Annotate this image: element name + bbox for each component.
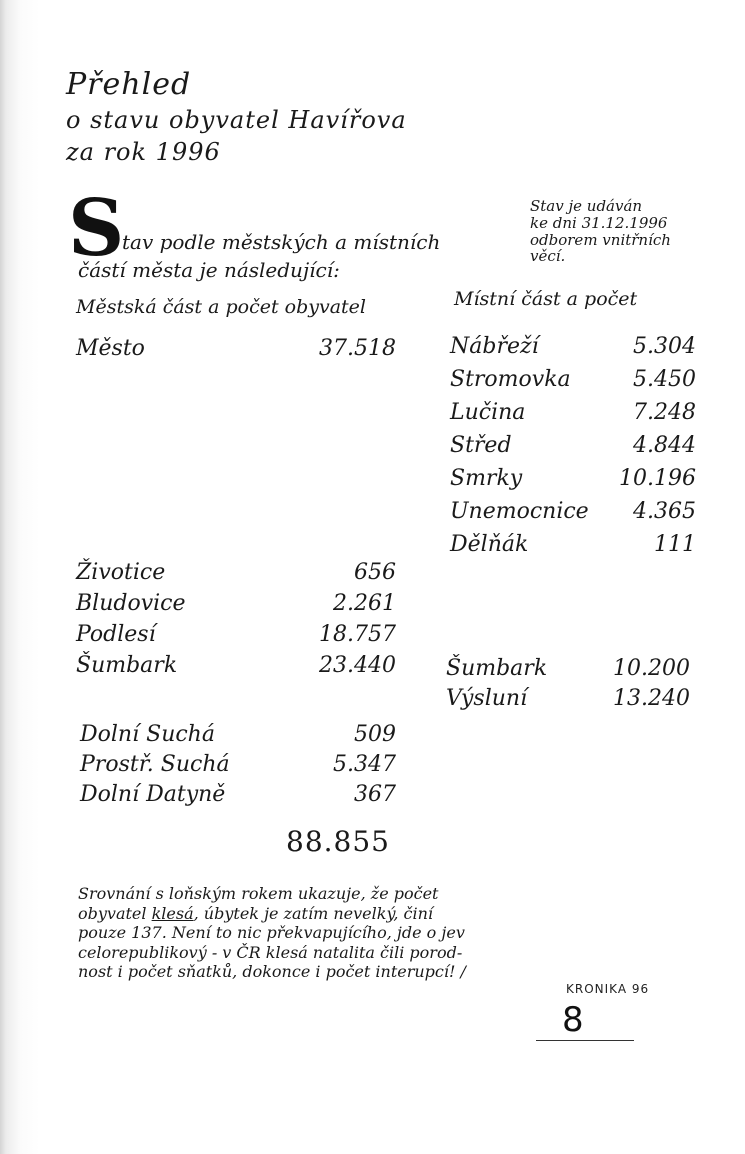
page-title: Přehled <box>66 67 192 102</box>
list-item <box>450 468 696 501</box>
district-population: 367 <box>354 782 396 807</box>
district-population: 2.261 <box>333 591 396 616</box>
summary-paragraph <box>78 884 466 982</box>
paragraph-line <box>78 904 466 924</box>
district-population: 5.347 <box>333 752 396 777</box>
local-part-population: 4.365 <box>633 499 696 524</box>
paragraph-text: obyvatel <box>78 903 152 923</box>
local-part-population: 10.200 <box>613 656 690 681</box>
side-note-line: věcí. <box>530 247 566 266</box>
page-number: 8 <box>562 1000 584 1040</box>
local-part-population: 5.450 <box>633 367 696 392</box>
list-item <box>80 784 396 814</box>
side-note <box>530 198 671 265</box>
drop-cap: S <box>68 183 125 274</box>
district-name: Bludovice <box>76 591 186 616</box>
paragraph-line: nost i počet sňatků, dokonce i počet interupcí! / <box>78 962 466 982</box>
local-part-name: Dělňák <box>450 532 529 557</box>
list-item <box>450 369 696 402</box>
local-part-population: 13.240 <box>613 686 690 711</box>
district-population: 509 <box>354 722 396 747</box>
right-group-city-parts <box>450 336 696 567</box>
paragraph-line: pouze 137. Není to nic překvapujícího, jde o jev <box>78 923 465 943</box>
page-number-underline <box>536 1040 634 1041</box>
left-group-sucha <box>80 724 396 814</box>
population-total: 88.855 <box>286 825 390 858</box>
local-part-population: 7.248 <box>633 400 696 425</box>
list-item <box>446 688 690 718</box>
right-group-sumbark <box>446 658 690 718</box>
district-population: 37.518 <box>319 336 396 361</box>
left-column-header: Městská část a počet obyvatel <box>76 296 366 318</box>
list-item <box>450 402 696 435</box>
district-name: Životice <box>76 560 166 585</box>
intro-line-2: částí města je následující: <box>78 258 340 282</box>
list-item <box>450 435 696 468</box>
list-item <box>76 655 396 686</box>
district-name: Prostř. Suchá <box>80 752 230 777</box>
list-item <box>446 658 690 688</box>
list-item <box>80 724 396 754</box>
district-name: Podlesí <box>76 622 156 647</box>
local-part-name: Šumbark <box>446 656 548 681</box>
local-part-population: 5.304 <box>633 334 696 359</box>
paragraph-line: Srovnání s loňským rokem ukazuje, že počet <box>78 884 439 903</box>
local-part-name: Lučina <box>450 400 526 425</box>
side-note-line: Stav je udáván <box>530 197 643 215</box>
title-year: za rok 1996 <box>66 138 221 166</box>
left-group-districts <box>76 562 396 686</box>
underlined-word: klesá <box>151 903 194 923</box>
list-item <box>76 624 396 655</box>
list-item <box>450 534 696 567</box>
district-name: Šumbark <box>76 653 178 678</box>
local-part-name: Střed <box>450 433 512 458</box>
district-population: 23.440 <box>319 653 396 678</box>
side-note-line: ke dni 31.12.1996 <box>530 213 668 232</box>
side-note-line: odborem vnitřních <box>530 230 671 249</box>
local-part-name: Nábřeží <box>450 334 539 359</box>
local-part-name: Stromovka <box>450 367 571 392</box>
local-part-population: 111 <box>654 532 696 557</box>
list-item <box>80 754 396 784</box>
intro-line-1: tav podle městských a místních <box>122 230 441 254</box>
local-part-name: Výsluní <box>446 686 528 711</box>
district-population: 656 <box>354 560 396 585</box>
list-item <box>76 338 396 370</box>
district-population: 18.757 <box>319 622 396 647</box>
right-column-header: Místní část a počet <box>454 288 638 310</box>
local-part-population: 10.196 <box>619 466 696 491</box>
paragraph-line: celorepublikový - v ČR klesá natalita čili porod- <box>78 942 463 962</box>
district-name: Dolní Suchá <box>80 722 215 747</box>
list-item <box>76 593 396 624</box>
chronicle-stamp: KRONIKA 96 <box>566 982 650 996</box>
bleed-through-text <box>230 70 236 91</box>
local-part-name: Smrky <box>450 466 523 491</box>
district-name: Město <box>76 336 145 361</box>
local-part-population: 4.844 <box>633 433 696 458</box>
title-subtitle: o stavu obyvatel Havířova <box>66 106 407 134</box>
district-name: Dolní Datyně <box>80 782 226 807</box>
paragraph-text: , úbytek je zatím nevelký, činí <box>193 903 434 923</box>
local-part-name: Unemocnice <box>450 499 589 524</box>
list-item <box>450 501 696 534</box>
list-item <box>76 562 396 593</box>
left-group-city <box>76 338 396 370</box>
list-item <box>450 336 696 369</box>
